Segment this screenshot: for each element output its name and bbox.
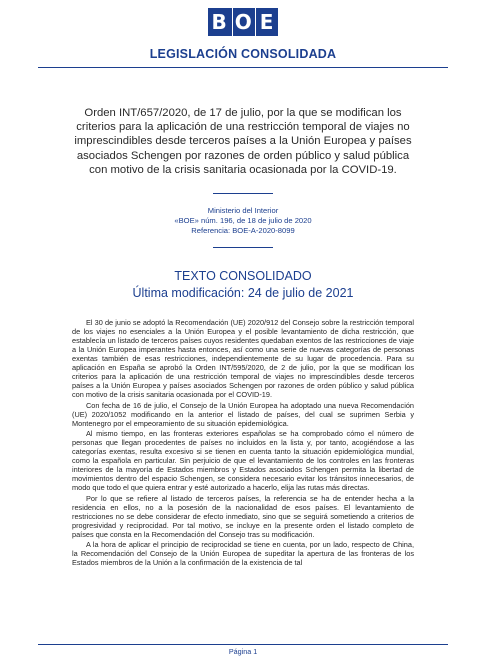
- last-modified-label: Última modificación: 24 de julio de 2021: [132, 286, 354, 300]
- consolidated-title: TEXTO CONSOLIDADO: [174, 269, 312, 283]
- paragraph: Al mismo tiempo, en las fronteras exteriores españolas se ha comprobado cómo el número de personas que llegan procedentes de países no incluidos en la lista y, por tanto, acogiéndose a las categorías exentas, resulta excesivo si se tienen en cuenta tanto la situación epidemiológica mundial, como la española en particular. Sin perjuicio de que el levantamiento de los controles en las fronteras interiores de la mayoría de Estados miembros y Estados asociados Schengen permita la libertad de movimientos dentro del espacio Schengen, se considera necesario evitar los tránsitos innecesarios, de modo que todo el que quiera entrar y esté autorizado a hacerlo, elija las rutas más directas.: [72, 429, 414, 493]
- header-divider: [38, 67, 448, 68]
- body-text: [72, 318, 414, 640]
- document-title: Orden INT/657/2020, de 17 de julio, por la que se modifican los criterios para la aplicación de una restricción temporal de viajes no imprescindibles desde terceros países a la Unión Europea y países asociados Schengen por razones de orden público y salud pública con motivo de la crisis sanitaria ocasionada por la COVID-19.: [74, 107, 412, 176]
- publication-info: [0, 206, 486, 236]
- section-title: LEGISLACIÓN CONSOLIDADA: [149, 47, 337, 61]
- logo-letter-e: E: [256, 8, 279, 36]
- boe-reference: «BOE» núm. 196, de 18 de julio de 2020: [174, 216, 312, 225]
- department-label: Ministerio del Interior: [207, 206, 279, 215]
- paragraph: Con fecha de 16 de julio, el Consejo de la Unión Europea ha adoptado una nueva Recomendación (UE) 2020/1052 modificando en la anterior el listado de países, del cual se suprimen Serbia y Montenegro por el empeoramiento de su situación epidemiológica.: [72, 400, 414, 428]
- logo-letter-o: O: [234, 10, 253, 34]
- footer-divider: [38, 644, 448, 645]
- document-reference: Referencia: BOE-A-2020-8099: [191, 226, 295, 235]
- paragraph: Por lo que se refiere al listado de terceros países, la referencia se ha de entender hecha a la residencia en ellos, no a la posesión de la nacionalidad de esos países. El levantamiento de restricciones no se debe considerar de efecto inmediato, sino que se seguirá sometiendo a criterios de progresividad y reciprocidad. Por tal motivo, se incluye en la presente orden el listado completo de países que consta en la Recomendación del Consejo tras su modificación.: [72, 493, 414, 539]
- boe-logo: [0, 8, 486, 36]
- title-divider: [213, 193, 273, 194]
- publication-divider: [213, 247, 273, 248]
- paragraph: El 30 de junio se adoptó la Recomendación (UE) 2020/912 del Consejo sobre la restricción temporal de los viajes no esenciales a la Unión Europea y el posible levantamiento de dicha restricción, que establecía un listado de terceros países cuyos residentes quedaban exentos de las restricciones de viaje a la Unión Europea imperantes hasta entonces, así como una serie de nuevas categorías de personas exentas también de esas restricciones, independientemente de su lugar de procedencia. Para su aplicación en España se aprobó la Orden INT/595/2020, de 2 de julio, por la que se modifican los criterios para la aplicación de una restricción temporal de viajes no imprescindibles desde terceros países a la Unión Europea y países asociados Schengen por razones de orden público y salud pública con motivo de la crisis sanitaria ocasionada por el COVID-19.: [72, 318, 414, 400]
- page-number: Página 1: [228, 647, 258, 656]
- paragraph: A la hora de aplicar el principio de reciprocidad se tiene en cuenta, por un lado, respecto de China, la Recomendación del Consejo de la Unión Europea de supeditar la apertura de las fronteras de los Estados miembros de la Unión a la confirmación de la existencia de tal: [72, 540, 414, 568]
- logo-letter-b: B: [208, 8, 232, 36]
